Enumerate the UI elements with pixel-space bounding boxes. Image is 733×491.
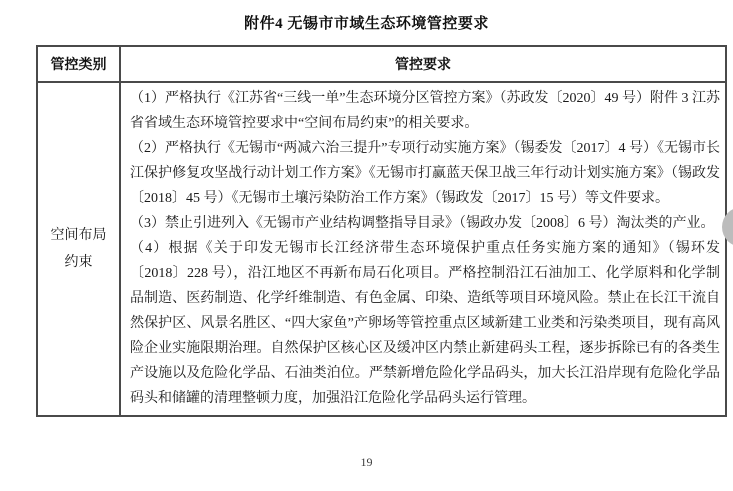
category-cell: 空间布局约束 <box>37 82 120 416</box>
requirement-paragraph-3: （3）禁止引进列入《无锡市产业结构调整指导目录》（锡政办发〔2008〕6 号）淘汰类的产业。 <box>130 216 715 231</box>
page-title: 附件4 无锡市市域生态环境管控要求 <box>244 16 489 32</box>
header-cell-requirement: 管控要求 <box>120 46 726 82</box>
table-header-row <box>37 46 726 82</box>
table-row <box>37 82 726 416</box>
control-requirements-table <box>36 45 727 417</box>
page-number: 19 <box>360 455 373 469</box>
requirement-paragraph-4: （4）根据《关于印发无锡市长江经济带生态环境保护重点任务实施方案的通知》（锡环发〔2018〕228 号），沿江地区不再新布局石化项目。严格控制沿江石油加工、化学原料和化学制品制造、医药制造、化学纤维制造、有色金属、印染、造纸等项目环境风险。禁止在长江干流自然保护区、风景名胜区、“四大家鱼”产卵场等管控重点区域新建工业类和污染类项目，现有高风险企业实施限期治理。自然保护区核心区及缓冲区内禁止新建码头工程，逐步拆除已有的各类生产设施以及危险化学品、石油类泊位。严禁新增危险化学品码头，加大长江沿岸现有危险化学品码头和储罐的清理整顿力度，加强沿江危险化学品码头运行管理。 <box>130 241 720 406</box>
requirement-paragraph-1: （1）严格执行《江苏省“三线一单”生态环境分区管控方案》（苏政发〔2020〕49 号）附件 3 江苏省省域生态环境管控要求中“空间布局约束”的相关要求。 <box>130 91 720 131</box>
requirements-cell <box>120 82 726 416</box>
header-cell-category: 管控类别 <box>37 46 120 82</box>
requirement-paragraph-2: （2）严格执行《无锡市“两减六治三提升”专项行动实施方案》（锡委发〔2017〕4 号）《无锡市长江保护修复攻坚战行动计划工作方案》《无锡市打赢蓝天保卫战三年行动计划实施方案》（锡政发〔2018〕45 号）《无锡市土壤污染防治工作方案》（锡政发〔2017〕15 号）等文件要求。 <box>130 141 720 206</box>
